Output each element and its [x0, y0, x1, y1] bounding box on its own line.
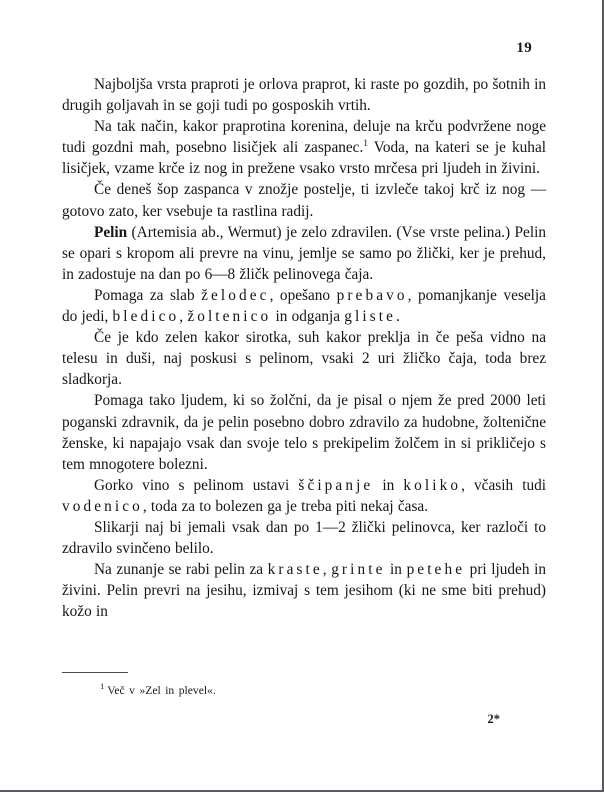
- text-run: Če je kdo zelen kakor sirotka, suh kakor preklja in če peša vidno na telesu in duši, naj poskusi s pelinom, vsaki 2 uri žličko čaja, toda brez sladkorja.: [62, 329, 546, 389]
- letterspaced-term: grinte: [331, 561, 386, 579]
- paragraph: [62, 285, 546, 327]
- letterspaced-term: žoltenico: [187, 308, 272, 326]
- letterspaced-term: bledico: [112, 308, 180, 326]
- text-run: pri ljudeh in živini. Pelin prevri na jesihu, izmivaj s tem jesihom (ki ne sme biti prehud) kožo in: [62, 561, 546, 621]
- text-run: , toda za to bolezen ga je treba piti nekaj časa.: [142, 497, 429, 515]
- paragraph: [62, 74, 546, 116]
- paragraph: [62, 390, 546, 474]
- footnote-number: 1: [100, 681, 105, 692]
- paragraph: [62, 116, 546, 179]
- text-run: Pomaga tako ljudem, ki so žolčni, da je pisal o njem že pred 2000 leti poganski zdravnik, da je pelin posebno dobro zdravilo za hudobne, žoltenične ženske, ki napajajo vsak dan svoje telo s prekipelim žolčem in si prikličejo s tem mnogotere bolezni.: [62, 392, 546, 473]
- footnote-entry: [100, 683, 546, 698]
- paragraph: [62, 559, 546, 622]
- text-run: Gorko vino s pelinom ustavi: [94, 476, 299, 494]
- paragraph: [62, 327, 546, 390]
- footnote-zone: [62, 672, 546, 698]
- text-run: Najboljša vrsta praproti je orlova praprot, ki raste po gozdih, po šotnih in drugih goljavah in se goji tudi po gosposkih vrtih.: [62, 76, 546, 115]
- text-run: Na tak način, kakor praprotina korenina, deluje na krču podvržene noge tudi gozdni mah, posebno lisičjek ali zaspanec.: [62, 118, 546, 157]
- text-run: Če deneš šop zaspanca v znožje postelje, ti izvleče takoj krč iz nog — gotovo zato, ker vsebuje ta rastlina radij.: [62, 181, 546, 220]
- letterspaced-term: gliste: [344, 308, 397, 326]
- signature-mark: 2*: [487, 712, 500, 726]
- text-run: Pomaga za slab: [94, 286, 202, 304]
- letterspaced-term: želodec: [201, 286, 270, 304]
- letterspaced-term: kraste: [267, 561, 323, 579]
- text-run: in: [385, 561, 407, 579]
- bold-term: Pelin: [94, 223, 128, 241]
- letterspaced-term: petehe: [406, 561, 466, 579]
- text-run: .: [396, 308, 400, 326]
- paragraph: [62, 475, 546, 517]
- text-run: , opešano: [269, 286, 337, 304]
- text-run: , včasih tudi: [461, 476, 546, 494]
- text-run: Voda, na kateri se je kuhal lisičjek, vzame krče iz nog in prežene vsako vrsto mrčesa pri ljudeh in živini.: [62, 139, 546, 178]
- text-run: in: [373, 476, 404, 494]
- letterspaced-term: ščipanje: [298, 476, 374, 494]
- letterspaced-term: koliko: [403, 476, 462, 494]
- text-run: ,: [322, 561, 332, 579]
- paragraph: [62, 517, 546, 559]
- text-run: , pomanjkanje veselja do jedi,: [62, 286, 546, 326]
- text-run: Slikarji naj bi jemali vsak dan po 1—2 žlički pelinovca, ker razloči to zdravilo svinčeno belilo.: [62, 518, 546, 558]
- text-run: Na zunanje se rabi pelin za: [94, 561, 268, 579]
- paragraph: [62, 179, 546, 221]
- text-run: in odganja: [271, 308, 345, 326]
- body-text-column: [62, 74, 546, 622]
- page-content-area: [62, 0, 546, 792]
- footnote-reference: 1: [363, 139, 369, 150]
- text-run: (Artemisia ab., Wermut) je zelo zdravilen. (Vse vrste pelina.) Pelin se opari s kropom ali prevre na vinu, jemlje se samo po žlički, ker je prehud, in zadostuje na dan po 6—8 žličk pelinovega čaja.: [62, 223, 546, 283]
- letterspaced-term: prebavo: [336, 286, 408, 304]
- paragraph: [62, 222, 546, 285]
- footnote-separator-rule: [62, 672, 128, 673]
- footnote-text: Več v »Zel in plevel«.: [107, 684, 216, 697]
- letterspaced-term: vodenico: [62, 497, 143, 515]
- text-run: ,: [179, 308, 188, 326]
- page-number: 19: [516, 40, 532, 56]
